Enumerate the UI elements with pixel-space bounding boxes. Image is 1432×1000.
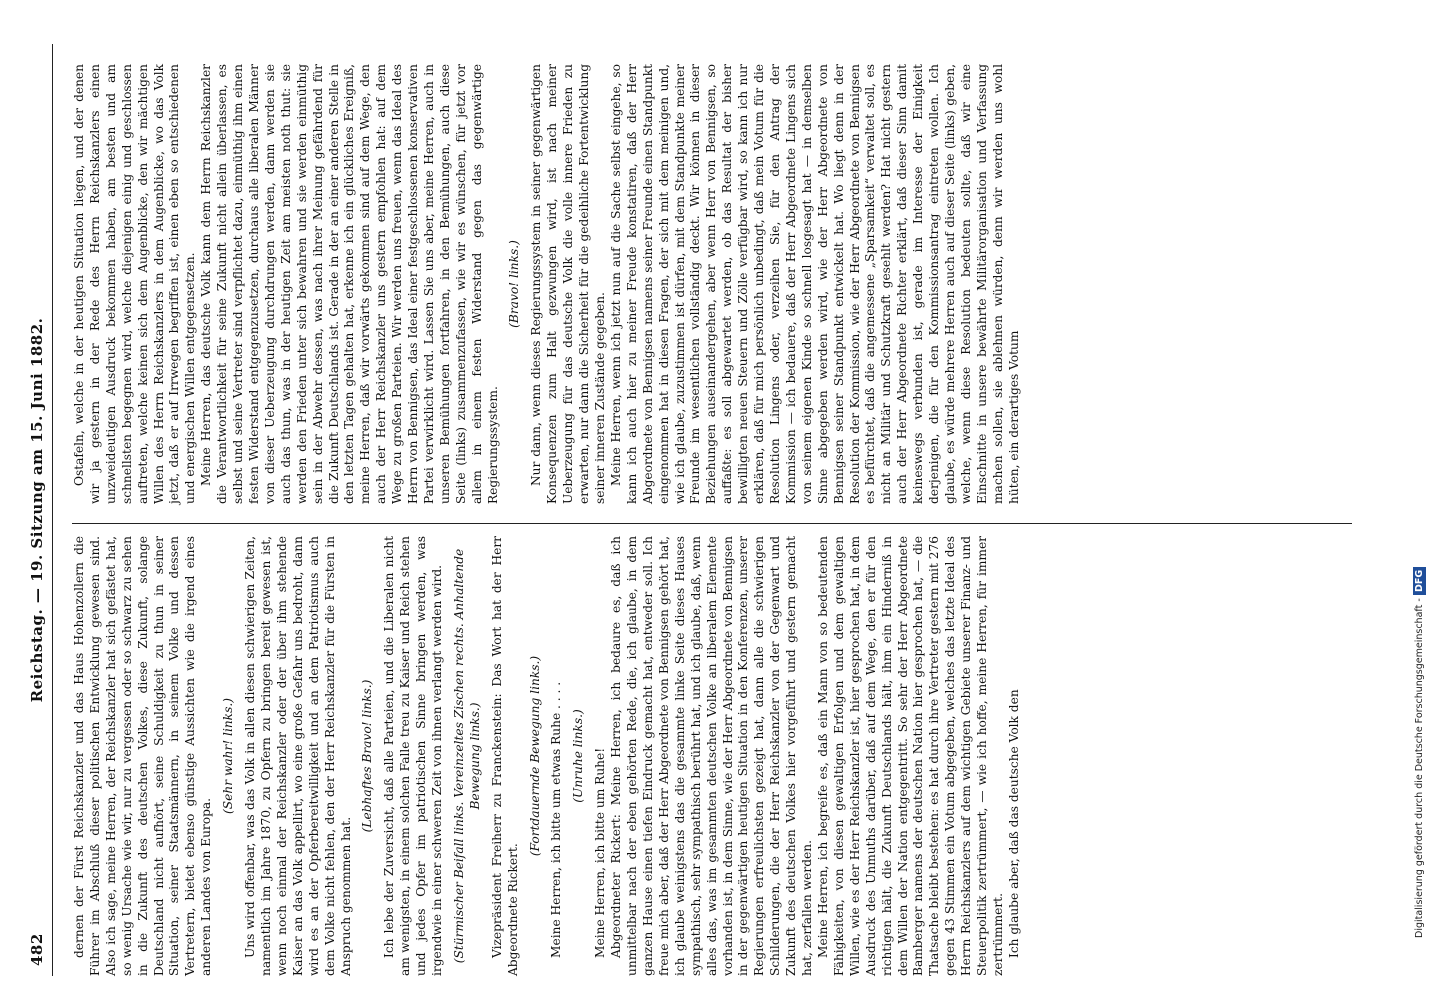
paragraph: Meine Herren, ich bitte um etwas Ruhe . . . .	[549, 681, 564, 958]
left-column	[72, 536, 1023, 976]
credit-text-wrap	[1413, 8, 1426, 938]
interjection: (Lebhaftes Bravo! links.)	[360, 679, 375, 833]
paragraph: Meine Herren, wenn ich jetzt nun auf die Sache selbst eingehe, so kann ich auch hier zu meiner Freude konstatiren, daß der Herr Abgeordnete von Bennigsen namens seiner Freunde einen Standpunkt eingenommen hat in diesen Fragen, der sich mit dem meinigen und, wie ich glaube, zuzustimmen ist dürfen, mit dem Standpunkte meiner Freunde im wesentlichen vollständig deckt. Wir können in dieser Beziehungen auseinandergehen, aber wenn Herr von Bennigsen, so auffaßte: es soll abgewartet werden, ob das Resultat der bisher bewilligten neuen Steuern und Zölle verfügbar wird, so kann ich nur erklären, daß für mich persönlich unbedingt, daß mein Votum für die Resolution Lingens oder, verzeihen Sie, für den Antrag der Kommission — ich bedauere, daß der Herr Abgeordnete Lingens sich von seinem eigenen Kinde so schnell losgesagt hat — in demselben Sinne abgegeben werden wird, wie der Herr Abgeordnete von Bennigsen seiner Standpunkt entwickelt hat. Wo liegt denn in der Resolution der Kommission, wie der Herr Abgeordnete von Bennigsen es befürchtet, daß die angemessene „Sparsamkeit“ verwaltet soll, es nicht an Militär und Schutzkraft gesehlt werden? Hat nicht gestern auch der Herr Abgeordnete Richter erklärt, daß dieser Sinn damit keineswegs verbunden ist, gerade im Interesse der Einigkeit derjenigen, die für den Kommissionsantrag eintreten wollen. Ich glaube, es würde mehrere Herren auch auf dieser Seite (links) geben, welche, wenn diese Resolution bedeuten sollte, daß wir eine Einschnitte in unsere bewährte Militärorganisation und Verfassung machen sollen, sie ablehnen würden, denn wir werden uns wohl hüten, ein derartiges Votum	[608, 64, 1021, 504]
running-title: Reichstag. — 19. Sitzung am 15. Juni 1882.	[28, 317, 46, 703]
interjection: (Sehr wahr! links.)	[221, 698, 236, 814]
paragraph: Ich glaube aber, daß das deutsche Volk den	[1006, 689, 1021, 958]
dfg-badge: DFG	[1413, 567, 1426, 595]
speaker-paragraph: Vizepräsident Freiherr zu Franckenstein: Das Wort hat der Herr Abgeordnete Rickert.	[489, 536, 520, 976]
paragraph: Uns wird offenbar, was das Volk in allen diesen schwierigen Zeiten, namentlich im Jahre 1870, zu Opfern zu bringen bereit gewesen ist, wenn noch einmal der Reichskanzler oder der über ihm stehende Kaiser an das Volk appellirt, wo eine große Gefahr uns bedroht, dann wird es an der Opferbereitwilligkeit und an dem Patriotismus auch dem Volke nicht fehlen, den der Herr Reichskanzler für die Fürsten in Anspruch genommen hat.	[243, 536, 353, 976]
interjection: (Fortdauernde Bewegung links.)	[527, 655, 542, 857]
column-divider	[72, 523, 1352, 524]
paragraph: Meine Herren, ich bitte um Ruhe!	[593, 747, 608, 958]
page-number: 482	[28, 933, 46, 966]
paragraph: dernen der Fürst Reichskanzler und das Haus Hohenzollern die Führer im Abschluß dieser politischen Entwicklung gewesen sind. Also ich sage, meine Herren, der Reichskanzler hat sich gefästet hat, so wenig Ursache wie wir, nur zu vergessen oder so schwarz zu sehen in die Zukunft des deutschen Volkes, diese Zukunft, solange Deutschland nicht aufhört, seine Schuldigkeit zu thun in seiner Situation, seiner Staatsmännern, in seinem Volke und dessen Vertretern, bietet ebenso günstige Aussichten wie die irgend eines anderen Landes von Europa.	[72, 536, 214, 976]
credit-text: Digitalisierung gefördert durch die Deutsche Forschungsgemeinschaft -	[1414, 598, 1425, 938]
paragraph: Nur dann, wenn dieses Regierungssystem in seiner gegenwärtigen Konsequenzen zum Halt gezwungen wird, ist nach meiner Ueberzeugung für das deutsche Volk die volle innere Frieden zu erwarten, nur dann die Sicherheit für die gedeihliche Fortentwicklung seiner inneren Zustände gegeben.	[529, 64, 607, 504]
paragraph: Meine Herren, das deutsche Volk kann dem Herrn Reichskanzler die Verantwortlichkeit für seine Zukunft nicht allein überlassen, es selbst und seine Vertreter sind verpflichtet dazu, einmüthig ihm einen festen Widerstand entgegenzusetzen, durchaus alle liberalen Männer von dieser Ueberzeugung durchdrungen werden, dann werden sie auch das thun, was in der heutigen Zeit am meisten noth thut: sie werden den Frieden unter sich bewahren und sie werden einmüthig sein in der Abwehr dessen, was nach ihrer Meinung gefährdend für die Zukunft Deutschlands ist. Gerade in der an einer anderen Stelle in den letzten Tagen gehalten hat, erkenne ich ein glückliches Ereigniß, meine Herren, daß wir vorwärts gekommen sind auf dem Wege, den auch der Herr Reichskanzler uns gestern empfohlen hat: auf dem Wege zu großen Parteien. Wir werden uns freuen, wenn das Ideal des Herrn von Bennigsen, das Ideal einer festgeschlossenen konservativen Partei verwirklicht wird. Lassen Sie uns aber, meine Herren, auch in unseren Bemühungen fortfahren, in den Bemühungen, auch diese Seite (links) zusammenzufassen, wie wir es wünschen, für jetzt vor allem in einem festen Widerstand gegen das gegenwärtige Regierungssystem.	[199, 64, 500, 504]
paragraph: Meine Herren, ich begreife es, daß ein Mann von so bedeutenden Fähigkeiten, von diesen gewaltigen Erfolgen und dem gewaltigen Willen, wie es der Herr Reichskanzler ist, hier gesprochen hat, in dem Ausdruck des Unmuths darüber, daß auf dem Wege, den er für den richtigen hält, die Zukunft Deutschlands hält, ihm ein Hinderniß in dem Willen der Nation entgegentritt. So sehr der Herr Abgeordnete Bamberger namens der deutschen Nation hier gesprochen hat, — die Thatsache bleibt bestehen: es hat durch ihre Vertreter gestern mit 276 gegen 43 Stimmen ein Votum abgegeben, welches das letzte Ideal des Herrn Reichskanzlers auf dem wichtigen Gebiete unserer Finanz- und Steuerpolitik zertrümmert, — wie ich hoffe, meine Herren, für immer zertrümmert.	[815, 536, 1005, 976]
header-rule	[52, 44, 53, 976]
interjection: (Unruhe links.)	[571, 709, 586, 803]
page-header	[18, 44, 58, 976]
right-column	[72, 64, 1022, 504]
paragraph: Ich lebe der Zuversicht, daß alle Parteien, und die Liberalen nicht am wenigsten, in einem solchen Falle treu zu Kaiser und Reich stehen und jedes Opfer im patriotischen Sinne bringen werden, was irgendwie in einer schweren Zeit von ihnen verlangt werden wird.	[382, 536, 445, 976]
paragraph: Ostafeln, welche in der heutigen Situation liegen, und der denen wir ja gestern in der Rede des Herrn Reichskanzlers einen unzweideutigen Ausdruck bekommen haben, am besten und am schnellsten begegnen wird, welche diejenigen einig und geschlossen auftreten, welche keinen sich dem Augenblicke, den wir mächtigen Willen des Herrn Reichskanzlers in dem Augenblicke, wo das Volk jetzt, daß er auf Irrwegen begriffen ist, einen eben so entschiedenen und energischen Willen entgegensetzen.	[72, 64, 198, 504]
interjection: (Stürmischer Beifall links. Vereinzeltes Zischen rechts. Anhaltende Bewegung links.)	[451, 548, 482, 964]
interjection: (Bravo! links.)	[507, 240, 522, 328]
digitization-credit	[1406, 8, 1426, 938]
speaker-paragraph: Abgeordneter Rickert: Meine Herren, ich bedaure es, daß ich unmittelbar nach der eben gehörten Rede, die, ich glaube, in dem ganzen Hause einen tiefen Eindruck gemacht hat, entweder soll. Ich freue mich aber, daß der Herr Abgeordnete von Bennigsen gehört hat, ich glaube weinigstens das die gesammte linke Seite dieses Hauses sympathisch, sehr sympathisch berührt hat, und ich glaube, daß, wenn alles das, was im gesammten deutschen Volke an liberalem Elemente vorhanden ist, in dem Sinne, wie der Herr Abgeordnete von Bennigsen in der gegenwärtigen heutigen Situation in den Konferenzen, unserer Regierungen erfreulichsten gezeigt hat, dann alle die schwierigen Schilderungen, die der Herr Reichskanzler von der Gegenwart und Zukunft des deutschen Volkes hier vorgeführt und gestern gemacht hat, zerfallen werden.	[609, 536, 815, 976]
